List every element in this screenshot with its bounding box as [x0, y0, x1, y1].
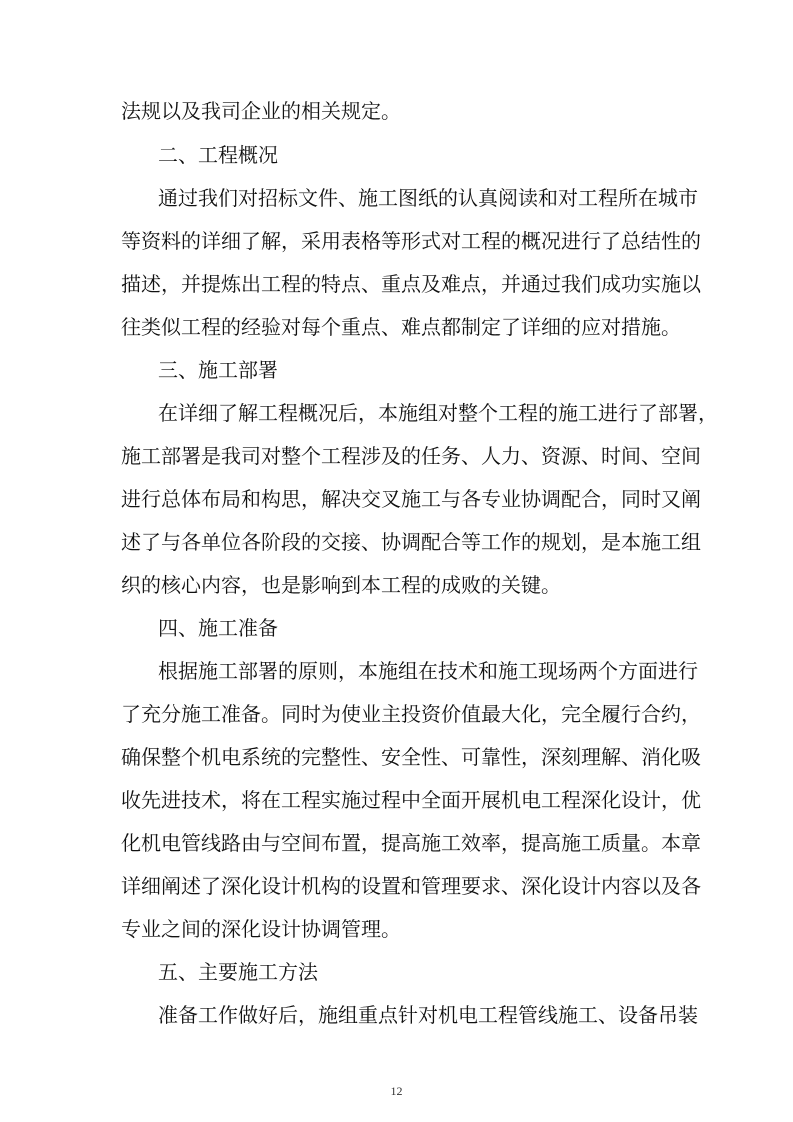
paragraph-line: 织的核心内容，也是影响到本工程的成败的关键。 [121, 573, 561, 597]
paragraph-line: 进行总体布局和构思，解决交叉施工与各专业协调配合，同时又阐 [121, 487, 701, 511]
paragraph-line: 准备工作做好后，施组重点针对机电工程管线施工、设备吊装 [158, 1003, 698, 1027]
section-heading: 二、工程概况 [158, 143, 278, 167]
section-heading: 三、施工部署 [158, 358, 278, 382]
paragraph-line: 描述，并提炼出工程的特点、重点及难点，并通过我们成功实施以 [121, 272, 701, 296]
paragraph-line: 了充分施工准备。同时为使业主投资价值最大化，完全履行合约， [121, 702, 701, 726]
paragraph-line: 根据施工部署的原则，本施组在技术和施工现场两个方面进行 [158, 659, 698, 683]
paragraph-line: 在详细了解工程概况后，本施组对整个工程的施工进行了部署， [158, 401, 718, 425]
section-heading: 四、施工准备 [158, 616, 278, 640]
paragraph-line: 确保整个机电系统的完整性、安全性、可靠性，深刻理解、消化吸 [121, 745, 701, 769]
paragraph-line: 述了与各单位各阶段的交接、协调配合等工作的规划，是本施工组 [121, 530, 701, 554]
paragraph-line: 专业之间的深化设计协调管理。 [121, 917, 401, 941]
paragraph-line: 详细阐述了深化设计机构的设置和管理要求、深化设计内容以及各 [121, 874, 701, 898]
paragraph-line: 通过我们对招标文件、施工图纸的认真阅读和对工程所在城市 [158, 186, 698, 210]
paragraph-line: 法规以及我司企业的相关规定。 [121, 99, 401, 123]
page-number: 12 [390, 1084, 403, 1098]
paragraph-line: 往类似工程的经验对每个重点、难点都制定了详细的应对措施。 [121, 315, 681, 339]
paragraph-line: 收先进技术，将在工程实施过程中全面开展机电工程深化设计，优 [121, 788, 701, 812]
paragraph-line: 等资料的详细了解，采用表格等形式对工程的概况进行了总结性的 [121, 229, 701, 253]
paragraph-line: 施工部署是我司对整个工程涉及的任务、人力、资源、时间、空间 [121, 444, 701, 468]
paragraph-line: 化机电管线路由与空间布置，提高施工效率，提高施工质量。本章 [121, 831, 701, 855]
section-heading: 五、主要施工方法 [158, 960, 318, 984]
